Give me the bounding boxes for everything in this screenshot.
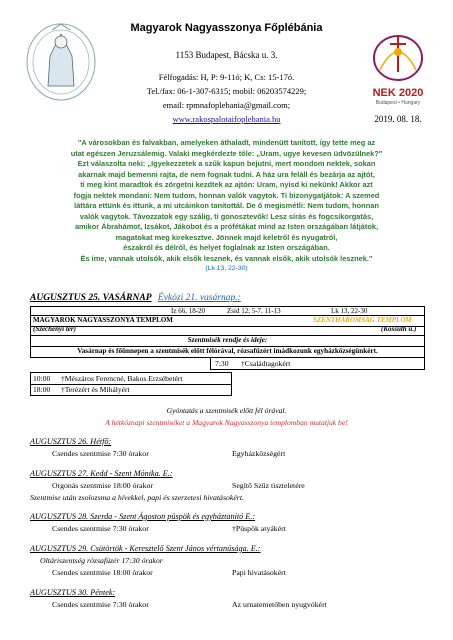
parish-title: Magyarok Nagyasszonya Főplébánia xyxy=(130,22,323,34)
phone-line: Tel./fax: 06-1-307-6315; mobil: 06203574229; xyxy=(146,86,307,96)
day-heading: AUGUSZTUS 30. Péntek: xyxy=(30,588,116,597)
gospel-text xyxy=(30,138,423,275)
confession-note: Gyóntatás a szentmisék előtt fél órával. xyxy=(166,406,287,415)
day-heading: AUGUSZTUS 27. Kedd - Szent Mónika. E.: xyxy=(30,469,173,478)
email-line: email: rpmnafoplebania@gmail.com; xyxy=(162,100,291,110)
gospel-line: északról és délről, és helyet foglalnak az Isten országában. xyxy=(123,243,330,252)
sunday-date: AUGUSZTUS 25. VASÁRNAP xyxy=(30,293,152,303)
day-line-right: Az urnatemetőben nyugvókért xyxy=(232,600,327,609)
mass-order: Szentmisék rendje és ideje: xyxy=(30,336,425,347)
mass-row xyxy=(30,384,232,396)
sunday-feast: Évközi 21. vasárnap.: xyxy=(157,293,241,303)
sunday-heading xyxy=(30,293,241,303)
gospel-line: Ezt válaszolta neki: „Igyekezzetek a szűk kapun bejutni, mert mondom nektek, sokan xyxy=(77,159,376,168)
office-hours: Félfogadás: H, P: 9-11ó; K, Cs: 15-17ó. xyxy=(158,72,295,82)
gospel-line: láttára ettünk és ittunk, a mi utcáinkon tanítottál. De ő megismétli: Nem tudom, honnan xyxy=(74,201,379,210)
parish-address: 1153 Budapest, Bácska u. 3. xyxy=(175,50,278,60)
day-heading: AUGUSZTUS 28. Szerda - Szent Ágoston püspök és egyháztanító E.: xyxy=(30,512,256,521)
square-left: (Széchenyi tér) xyxy=(33,325,76,333)
mass-intent: †Mészáros Ferencné, Bakos Erzsébetért xyxy=(61,374,183,383)
rosary-note: Vasárnap és főünnepen a szentmisék előtt félórával, rózsafüzért imádkozunk egyházközségünkért. xyxy=(30,347,425,358)
day-heading: AUGUSZTUS 29. Csütörtök - Keresztelő Szent János vértanúsága. E.: xyxy=(30,544,261,553)
day-extra: Szentmise után zsolozsma a hívekkel, papi és szerzetesi hivatásokért. xyxy=(30,493,244,502)
square-row xyxy=(30,325,425,336)
day-line-left: Csendes szentmise 7:30 órakor xyxy=(52,524,149,533)
gospel-line: "A városokban és falvakban, amelyeken áthaladt, mindenütt tanított, így tette meg az xyxy=(77,138,376,147)
day-line-right: Egyházközségért xyxy=(232,449,286,458)
mass-time: 10:00 xyxy=(33,374,51,383)
church-left: MAGYAROK NAGYASSZONYA TEMPLOM xyxy=(33,316,173,324)
day-pre: Oltáriszentség rózsafüzér 17:30 órakor xyxy=(40,556,163,565)
bulletin-date: 2019. 08. 18. xyxy=(374,114,422,124)
gospel-line: akarnak majd bemenni rajta, de nem fognak tudni. A ház ura feláll és bezárja az ajtót, xyxy=(78,169,375,179)
gospel-line: amikor Ábrahámot, Izsákot, Jákobot és a prófétákat mind az Isten országában látjátok, xyxy=(74,222,379,231)
mass-intent: †Családtagokért xyxy=(241,359,291,368)
reading-1: Iz 66, 18-20 xyxy=(171,307,206,315)
day-line-right: †Püspök atyákért xyxy=(232,524,286,533)
nek-title: NEK 2020 xyxy=(372,87,424,99)
reading-3: Lk 13, 22-30 xyxy=(331,307,368,315)
day-line-right: Papi hivatásokért xyxy=(232,568,286,577)
mass-time: 7:30 xyxy=(215,359,229,368)
church-logo xyxy=(22,16,100,102)
day-heading: AUGUSZTUS 26. Hétfő: xyxy=(30,437,112,446)
square-right: (Kossuth u.) xyxy=(381,325,417,333)
day-line-left: Csendes szentmise 7:30 órakor xyxy=(52,449,149,458)
gospel-line: valók vagytok. Távozzatok egy szálig, ti gonosztevők! Lesz sírás és fogcsikorgatás, xyxy=(79,211,374,221)
day-line-left: Csendes szentmise 7:30 órakor xyxy=(52,600,149,609)
mass-time: 18:00 xyxy=(33,385,51,394)
gospel-line: fogja nektek mondani: Nem tudom, honnan valók vagytok. Ti bizonygatjátok: A szemed xyxy=(73,190,380,200)
day-line-left: Orgonás szentmise 18:00 órakor xyxy=(52,481,153,490)
day-line-right: Segítő Szűz tiszteletére xyxy=(232,481,305,490)
mass-intent: †Terézért és Mihályért xyxy=(61,385,130,394)
gospel-line: ti meg kint maradtok és zörgetni kezdtek az ajtón: Uram, nyisd ki nekünk! Akkor azt xyxy=(80,180,373,189)
day-line-left: Csendes szentmise 18:00 órakor xyxy=(52,568,153,577)
gospel-line: magatokat meg kirekesztve. Jönnek majd keletről és nyugatról, xyxy=(115,232,338,242)
gospel-line: utat egészen Jeruzsálemig. Valaki megkérdezte tőle: „Uram, ugye kevesen üdvözülnek?" xyxy=(70,148,383,158)
mass-row-right xyxy=(210,358,425,370)
nek-subtitle: Budapest • Hungary xyxy=(375,100,421,106)
church-right: SZENTHÁROMSÁG TEMPLOM xyxy=(313,316,412,324)
reading-2: Zsid 12, 5-7. 11-13 xyxy=(227,307,281,315)
gospel-reference: (Lk 13, 22-30) xyxy=(205,265,248,272)
website-link[interactable]: www.rakospalotaifoplebania.hu xyxy=(172,114,281,124)
weekday-note: A hétköznapi szentmiséket a Magyarok Nagyasszonya templomban mutatjuk be! xyxy=(105,418,348,427)
gospel-line: És íme, vannak utolsók, akik elsők lesznek, és vannak elsők, akik utolsók lesznek." xyxy=(80,253,373,263)
